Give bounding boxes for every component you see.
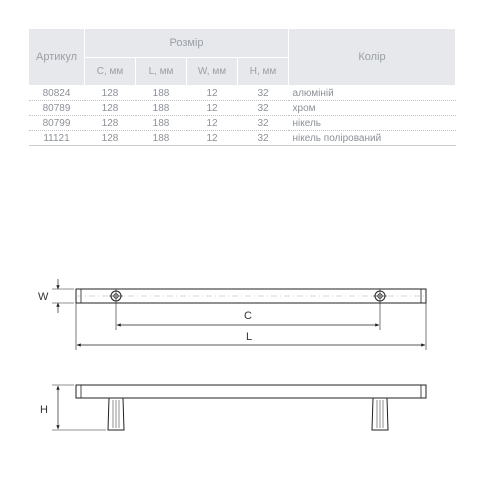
cell-h: 32 bbox=[238, 116, 289, 131]
header-h: H, мм bbox=[238, 57, 289, 86]
cell-c: 128 bbox=[85, 131, 136, 146]
cell-h: 32 bbox=[238, 131, 289, 146]
cell-article: 80799 bbox=[29, 116, 85, 131]
cell-c: 128 bbox=[85, 101, 136, 116]
handle-bar-side bbox=[76, 385, 426, 398]
dim-label-l: L bbox=[246, 331, 253, 343]
leg-left bbox=[108, 398, 124, 430]
header-w: W, мм bbox=[187, 57, 238, 86]
dim-label-w: W bbox=[38, 291, 49, 303]
cell-c: 128 bbox=[85, 116, 136, 131]
cell-article: 80824 bbox=[29, 86, 85, 101]
top-view bbox=[38, 279, 426, 350]
cell-l: 188 bbox=[136, 101, 187, 116]
header-article: Артикул bbox=[29, 29, 85, 86]
cell-l: 188 bbox=[136, 116, 187, 131]
header-l: L, мм bbox=[136, 57, 187, 86]
dim-label-c: C bbox=[244, 310, 252, 322]
cell-w: 12 bbox=[187, 101, 238, 116]
cell-color: нікель полірований bbox=[289, 131, 456, 146]
cell-h: 32 bbox=[238, 86, 289, 101]
side-view bbox=[40, 385, 426, 430]
cell-l: 188 bbox=[136, 86, 187, 101]
cell-article: 11121 bbox=[29, 131, 85, 146]
leg-right bbox=[372, 398, 388, 430]
header-c: C, мм bbox=[85, 57, 136, 86]
cell-color: нікель bbox=[289, 116, 456, 131]
cell-w: 12 bbox=[187, 131, 238, 146]
cell-l: 188 bbox=[136, 131, 187, 146]
cell-w: 12 bbox=[187, 116, 238, 131]
dim-label-h: H bbox=[40, 404, 48, 416]
cell-color: хром bbox=[289, 101, 456, 116]
cell-c: 128 bbox=[85, 86, 136, 101]
header-color: Колір bbox=[289, 29, 456, 86]
cell-w: 12 bbox=[187, 86, 238, 101]
cell-article: 80789 bbox=[29, 101, 85, 116]
cell-color: алюміній bbox=[289, 86, 456, 101]
cell-h: 32 bbox=[238, 101, 289, 116]
header-size-group: Розмір bbox=[85, 29, 289, 58]
